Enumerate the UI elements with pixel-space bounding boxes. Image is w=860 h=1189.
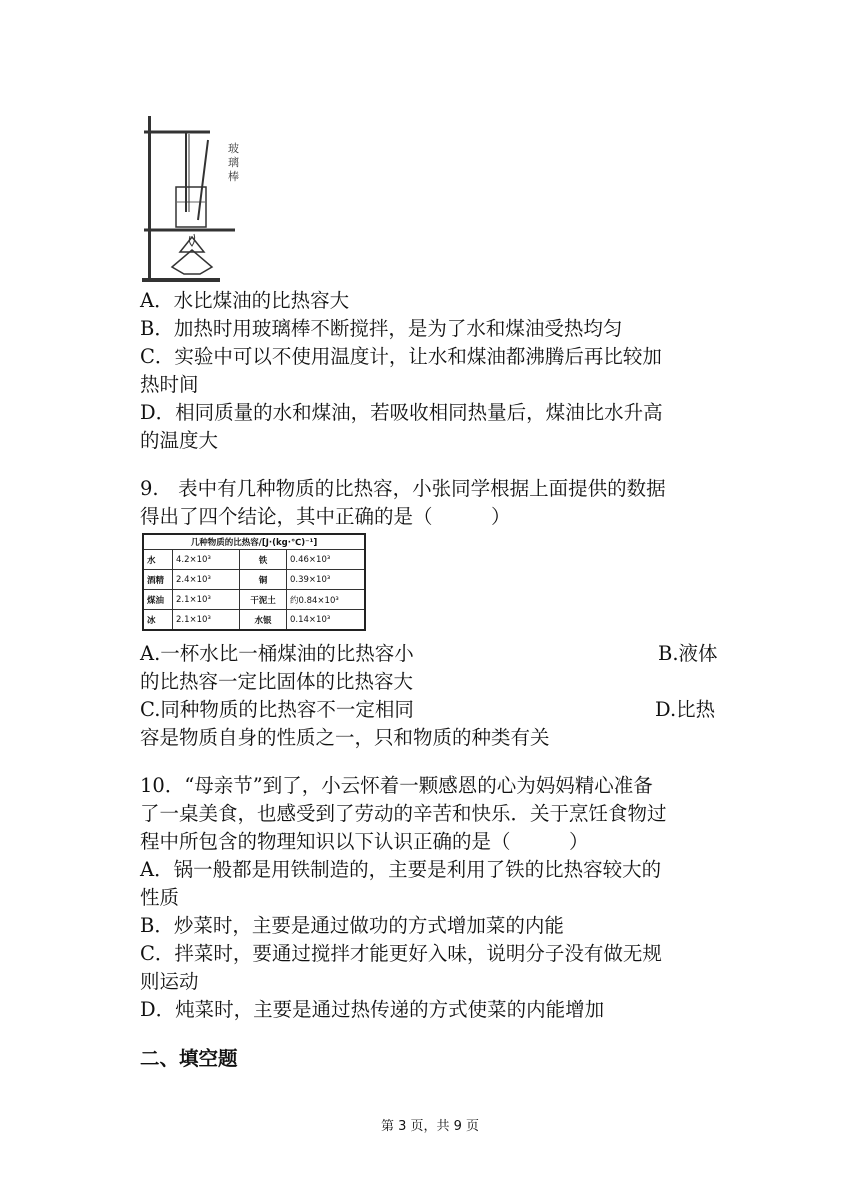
table-cell: 约0.84×10³ bbox=[287, 590, 366, 610]
table-cell: 铜 bbox=[240, 570, 287, 590]
table-cell: 酒精 bbox=[143, 570, 173, 590]
section-heading: 二、填空题 bbox=[140, 1047, 238, 1070]
table-row bbox=[143, 550, 365, 570]
q9-option-a: A.一杯水比一桶煤油的比热容小 bbox=[140, 642, 414, 665]
table-cell: 0.39×10³ bbox=[287, 570, 366, 590]
q10-option-c-cont: 则运动 bbox=[140, 970, 199, 993]
q10-option-d: D．炖菜时，主要是通过热传递的方式使菜的内能增加 bbox=[140, 998, 605, 1021]
q10-option-c: C．拌菜时，要通过搅拌才能更好入味，说明分子没有做无规 bbox=[140, 942, 662, 965]
q9-option-d-cont: 容是物质自身的性质之一，只和物质的种类有关 bbox=[140, 726, 550, 749]
table-row bbox=[143, 570, 365, 590]
q9-option-c: C.同种物质的比热容不一定相同 bbox=[140, 698, 414, 721]
table-cell: 2.1×10³ bbox=[173, 610, 240, 631]
q8-option-d-cont: 的温度大 bbox=[140, 429, 219, 452]
q8-option-d: D．相同质量的水和煤油，若吸收相同热量后，煤油比水升高 bbox=[140, 401, 663, 424]
q8-option-a: A．水比煤油的比热容大 bbox=[140, 289, 350, 312]
q9-stem-line2: 得出了四个结论，其中正确的是（ ） bbox=[140, 505, 511, 528]
table-cell: 2.1×10³ bbox=[173, 590, 240, 610]
q8-option-c-cont: 热时间 bbox=[140, 373, 199, 396]
table-cell: 4.2×10³ bbox=[173, 550, 240, 570]
table-cell: 铁 bbox=[240, 550, 287, 570]
specific-heat-table bbox=[142, 533, 366, 631]
table-cell: 煤油 bbox=[143, 590, 173, 610]
table-cell: 0.14×10³ bbox=[287, 610, 366, 631]
q10-stem-line3: 程中所包含的物理知识以下认识正确的是（ ） bbox=[140, 830, 589, 853]
table-cell: 2.4×10³ bbox=[173, 570, 240, 590]
q8-option-c: C．实验中可以不使用温度计，让水和煤油都沸腾后再比较加 bbox=[140, 345, 662, 368]
q10-stem-line1: 10．“母亲节”到了，小云怀着一颗感恩的心为妈妈精心准备 bbox=[140, 774, 653, 797]
table-cell: 水 bbox=[143, 550, 173, 570]
q9-option-b-cont: 的比热容一定比固体的比热容大 bbox=[140, 670, 414, 693]
experiment-apparatus-figure bbox=[140, 112, 240, 284]
table-row bbox=[143, 590, 365, 610]
table-cell: 0.46×10³ bbox=[287, 550, 366, 570]
q8-option-b: B．加热时用玻璃棒不断搅拌，是为了水和煤油受热均匀 bbox=[140, 317, 623, 340]
table-caption: 几种物质的比热容/[J·(kg·℃)⁻¹] bbox=[143, 534, 365, 550]
q9-option-b: B.液体 bbox=[658, 642, 718, 665]
q9-option-d: D.比热 bbox=[655, 698, 716, 721]
q10-stem-line2: 了一桌美食，也感受到了劳动的辛苦和快乐．关于烹饪食物过 bbox=[140, 802, 667, 825]
q10-option-a: A．锅一般都是用铁制造的，主要是利用了铁的比热容较大的 bbox=[140, 858, 662, 881]
page-footer: 第 3 页，共 9 页 bbox=[380, 1119, 480, 1134]
table-row bbox=[143, 610, 365, 631]
q10-option-a-cont: 性质 bbox=[140, 886, 180, 909]
table-cell: 水银 bbox=[240, 610, 287, 631]
table-cell: 干泥土 bbox=[240, 590, 287, 610]
table-cell: 冰 bbox=[143, 610, 173, 631]
q10-option-b: B．炒菜时，主要是通过做功的方式增加菜的内能 bbox=[140, 914, 564, 937]
glass-rod-label: 玻璃棒 bbox=[228, 142, 239, 183]
q9-stem-line1: 9. 表中有几种物质的比热容，小张同学根据上面提供的数据 bbox=[140, 477, 666, 500]
